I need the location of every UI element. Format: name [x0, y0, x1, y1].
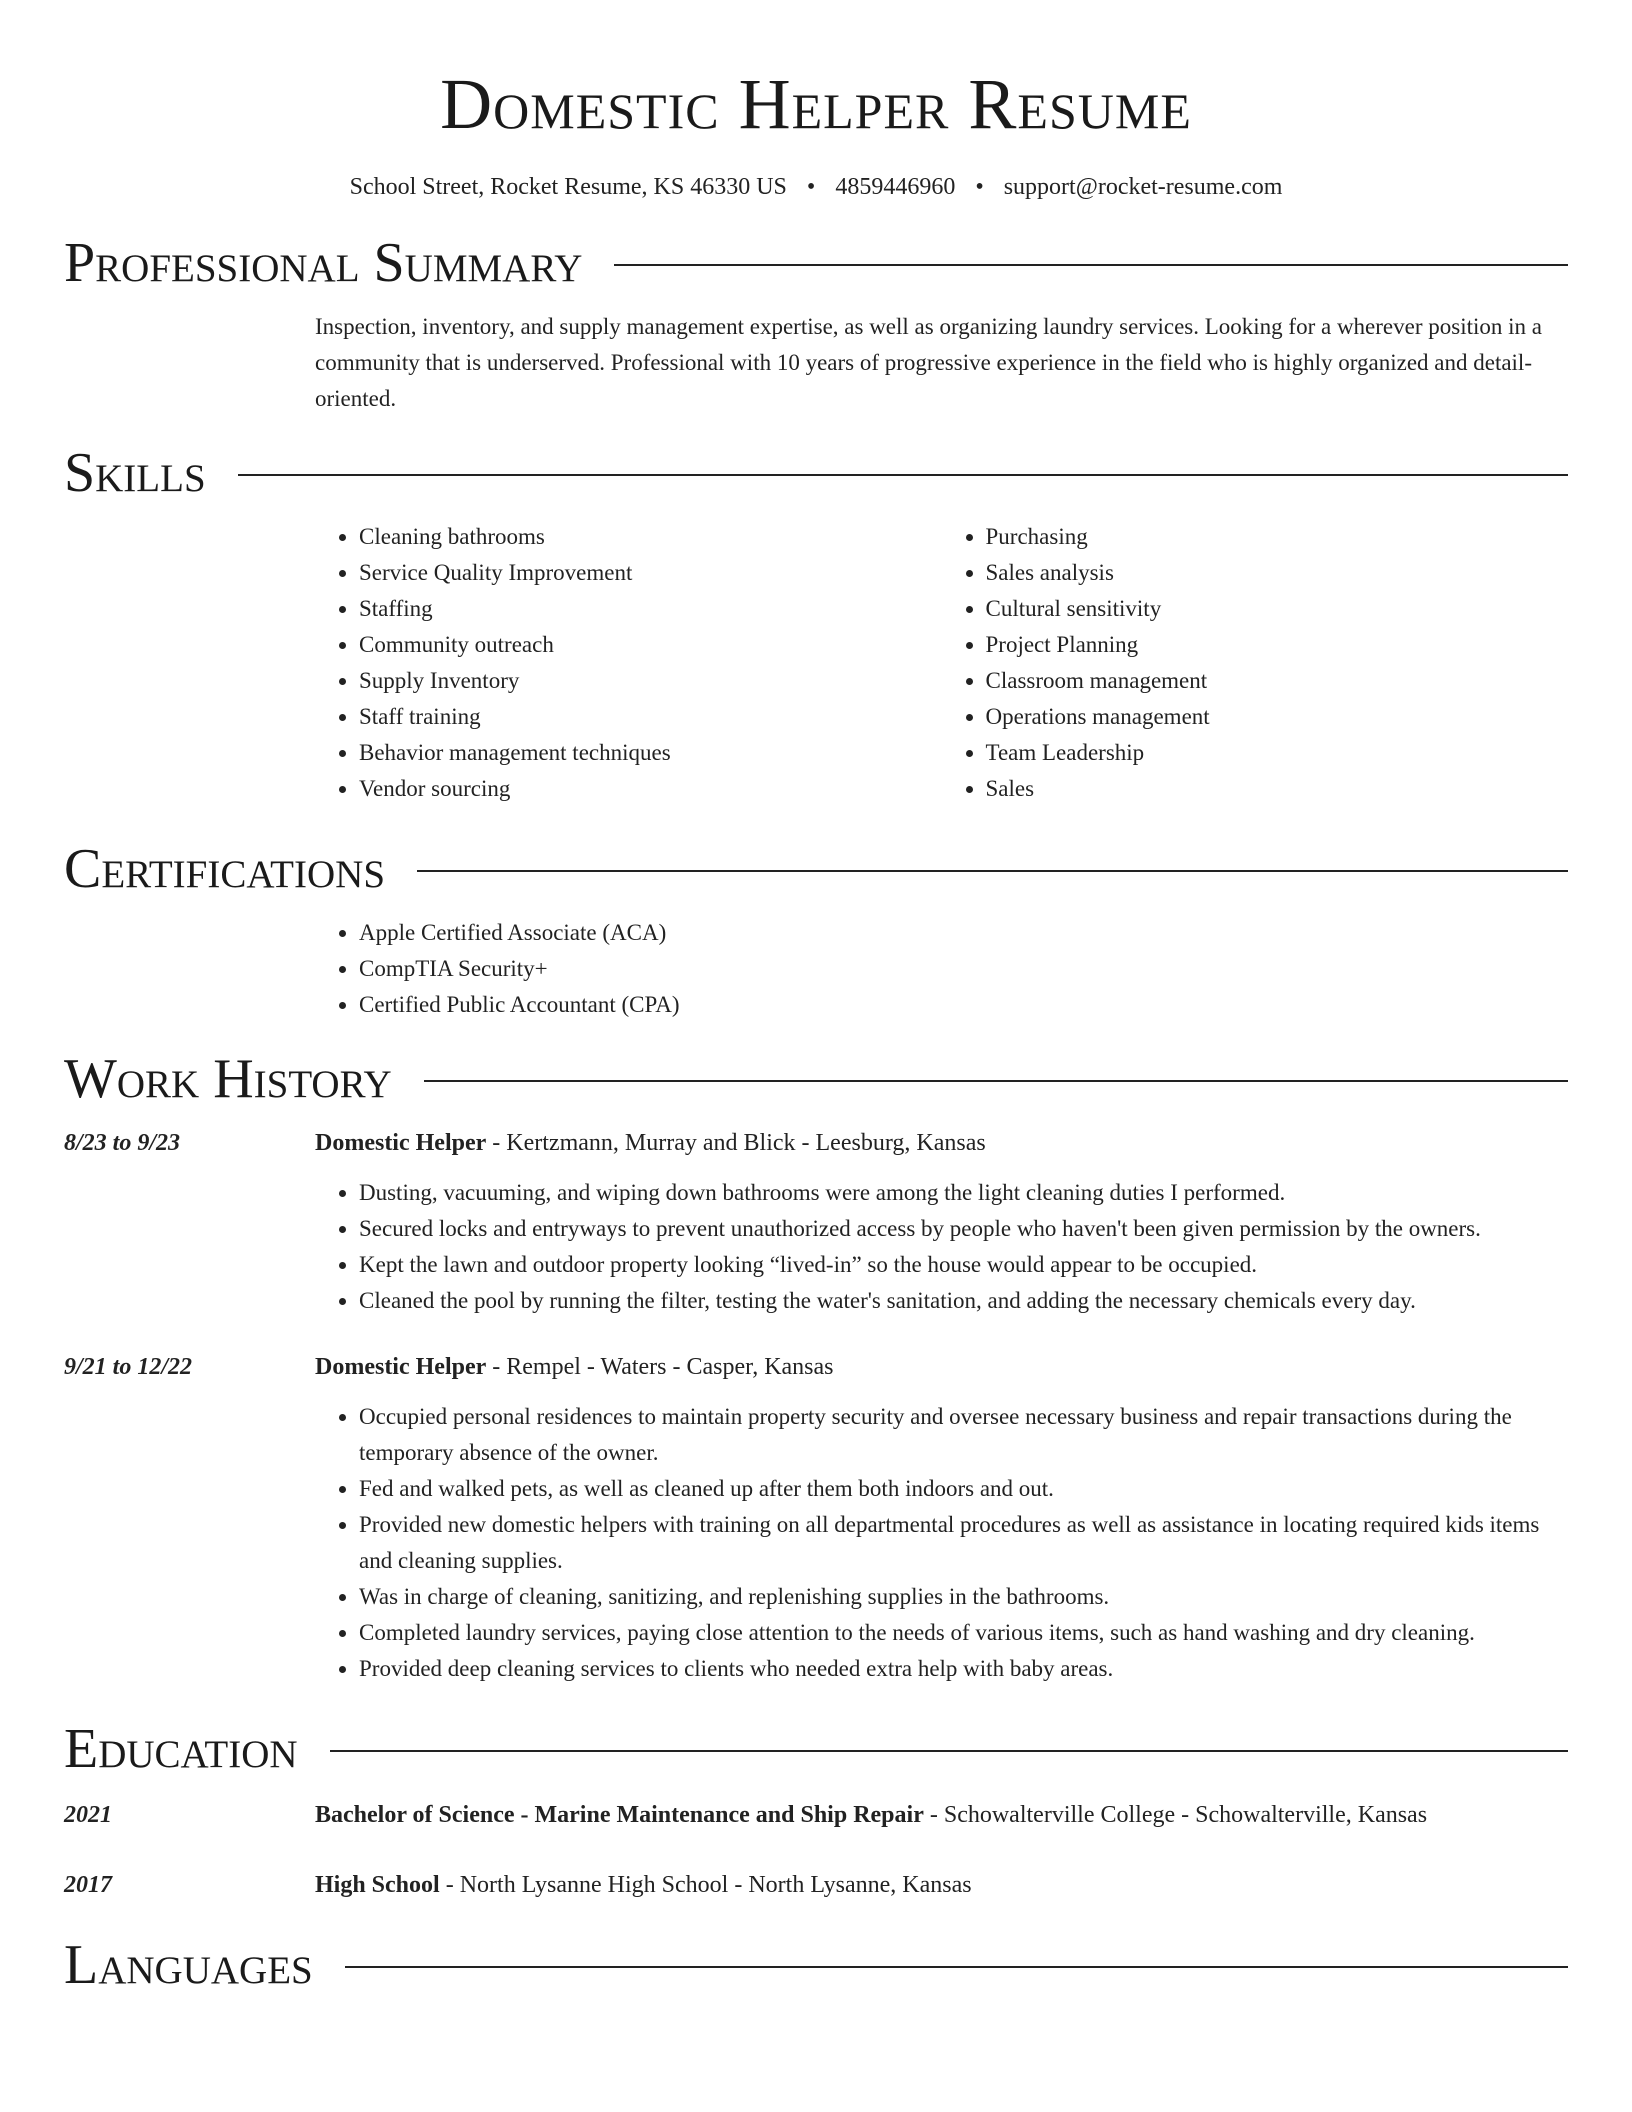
certifications-section-header	[64, 837, 1568, 901]
job-entry	[64, 1349, 1568, 1385]
section-divider	[424, 1080, 1568, 1082]
list-item: • Operations management	[986, 699, 1569, 735]
section-divider	[330, 1750, 1568, 1752]
work-heading: Work History	[64, 1048, 392, 1110]
list-item: • Project Planning	[986, 627, 1569, 663]
skills-heading: Skills	[64, 442, 206, 504]
job-title-line	[315, 1125, 1568, 1161]
list-item: • Provided new domestic helpers with training on all departmental procedures as well as assistance in locating required kids items and cleaning supplies.	[359, 1507, 1568, 1579]
education-entry	[64, 1867, 1568, 1903]
email: support@rocket-resume.com	[1003, 174, 1283, 200]
certifications-list	[315, 915, 1568, 1023]
separator: •	[806, 174, 816, 200]
summary-section-header	[64, 231, 1568, 295]
list-item: • Dusting, vacuuming, and wiping down bathrooms were among the light cleaning duties I performed.	[359, 1175, 1568, 1211]
list-item: • Sales	[986, 771, 1569, 807]
resume-title: Domestic Helper Resume	[440, 64, 1192, 144]
languages-section-header	[64, 1933, 1568, 1997]
job-bullets	[315, 1399, 1568, 1687]
list-item: • Sales analysis	[986, 555, 1569, 591]
education-details: - North Lysanne High School - North Lysanne, Kansas	[439, 1872, 972, 1898]
list-item: • Team Leadership	[986, 735, 1569, 771]
skills-column-right	[942, 519, 1569, 807]
list-item: • Supply Inventory	[359, 663, 942, 699]
education-entry	[64, 1797, 1568, 1833]
list-item: • Completed laundry services, paying close attention to the needs of various items, such as hand washing and dry cleaning.	[359, 1615, 1568, 1651]
languages-heading: Languages	[64, 1934, 313, 1996]
list-item: • Vendor sourcing	[359, 771, 942, 807]
work-section-header	[64, 1047, 1568, 1111]
summary-heading: Professional Summary	[64, 232, 583, 294]
job-bullets	[315, 1175, 1568, 1319]
job-details: - Rempel - Waters - Casper, Kansas	[486, 1354, 834, 1380]
education-title-line	[315, 1797, 1568, 1833]
certifications-heading: Certifications	[64, 838, 386, 900]
job-details: - Kertzmann, Murray and Blick - Leesburg, Kansas	[486, 1130, 986, 1156]
section-divider	[345, 1966, 1568, 1968]
list-item: • CompTIA Security+	[359, 951, 1568, 987]
section-divider	[614, 264, 1568, 266]
list-item: • Apple Certified Associate (ACA)	[359, 915, 1568, 951]
contact-line	[0, 174, 1632, 201]
education-section-header	[64, 1717, 1568, 1781]
education-date: 2017	[64, 1872, 112, 1898]
education-degree: High School	[315, 1872, 440, 1898]
summary-text: Inspection, inventory, and supply management expertise, as well as organizing laundry services. Looking for a wherever position in a community that is underserved. Professional with 10 years of progressive experience in the field who is highly organized and detail-oriented.	[315, 314, 1542, 411]
list-item: • Cleaning bathrooms	[359, 519, 942, 555]
list-item: • Classroom management	[986, 663, 1569, 699]
job-title: Domestic Helper	[315, 1130, 487, 1156]
section-divider	[417, 870, 1568, 872]
address: School Street, Rocket Resume, KS 46330 US	[349, 174, 787, 200]
list-item: • Purchasing	[986, 519, 1569, 555]
separator: •	[975, 174, 984, 200]
section-divider	[238, 474, 1568, 476]
list-item: • Certified Public Accountant (CPA)	[359, 987, 1568, 1023]
phone: 4859446960	[835, 174, 956, 200]
list-item: • Secured locks and entryways to prevent unauthorized access by people who haven't been given permission by the owners.	[359, 1211, 1568, 1247]
skills-list	[315, 519, 1568, 807]
education-date: 2021	[64, 1802, 112, 1828]
job-title-line	[315, 1349, 1568, 1385]
list-item: • Staffing	[359, 591, 942, 627]
list-item: • Behavior management techniques	[359, 735, 942, 771]
education-degree: Bachelor of Science - Marine Maintenance and Ship Repair	[315, 1802, 924, 1828]
list-item: • Cleaned the pool by running the filter, testing the water's sanitation, and adding the necessary chemicals every day.	[359, 1283, 1568, 1319]
skills-section-header	[64, 441, 1568, 505]
list-item: • Cultural sensitivity	[986, 591, 1569, 627]
list-item: • Occupied personal residences to maintain property security and oversee necessary business and repair transactions during the temporary absence of the owner.	[359, 1399, 1568, 1471]
list-item: • Kept the lawn and outdoor property looking “lived-in” so the house would appear to be occupied.	[359, 1247, 1568, 1283]
education-details: - Schowalterville College - Schowalterville, Kansas	[923, 1802, 1428, 1828]
list-item: • Staff training	[359, 699, 942, 735]
list-item: • Was in charge of cleaning, sanitizing, and replenishing supplies in the bathrooms.	[359, 1579, 1568, 1615]
job-title: Domestic Helper	[315, 1354, 487, 1380]
job-date: 9/21 to 12/22	[64, 1354, 193, 1380]
list-item: • Service Quality Improvement	[359, 555, 942, 591]
education-title-line	[315, 1867, 1568, 1903]
list-item: • Fed and walked pets, as well as cleaned up after them both indoors and out.	[359, 1471, 1568, 1507]
job-entry	[64, 1125, 1568, 1161]
skills-column-left	[315, 519, 942, 807]
job-date: 8/23 to 9/23	[64, 1130, 181, 1156]
list-item: • Community outreach	[359, 627, 942, 663]
education-heading: Education	[64, 1718, 298, 1780]
list-item: • Provided deep cleaning services to clients who needed extra help with baby areas.	[359, 1651, 1568, 1687]
